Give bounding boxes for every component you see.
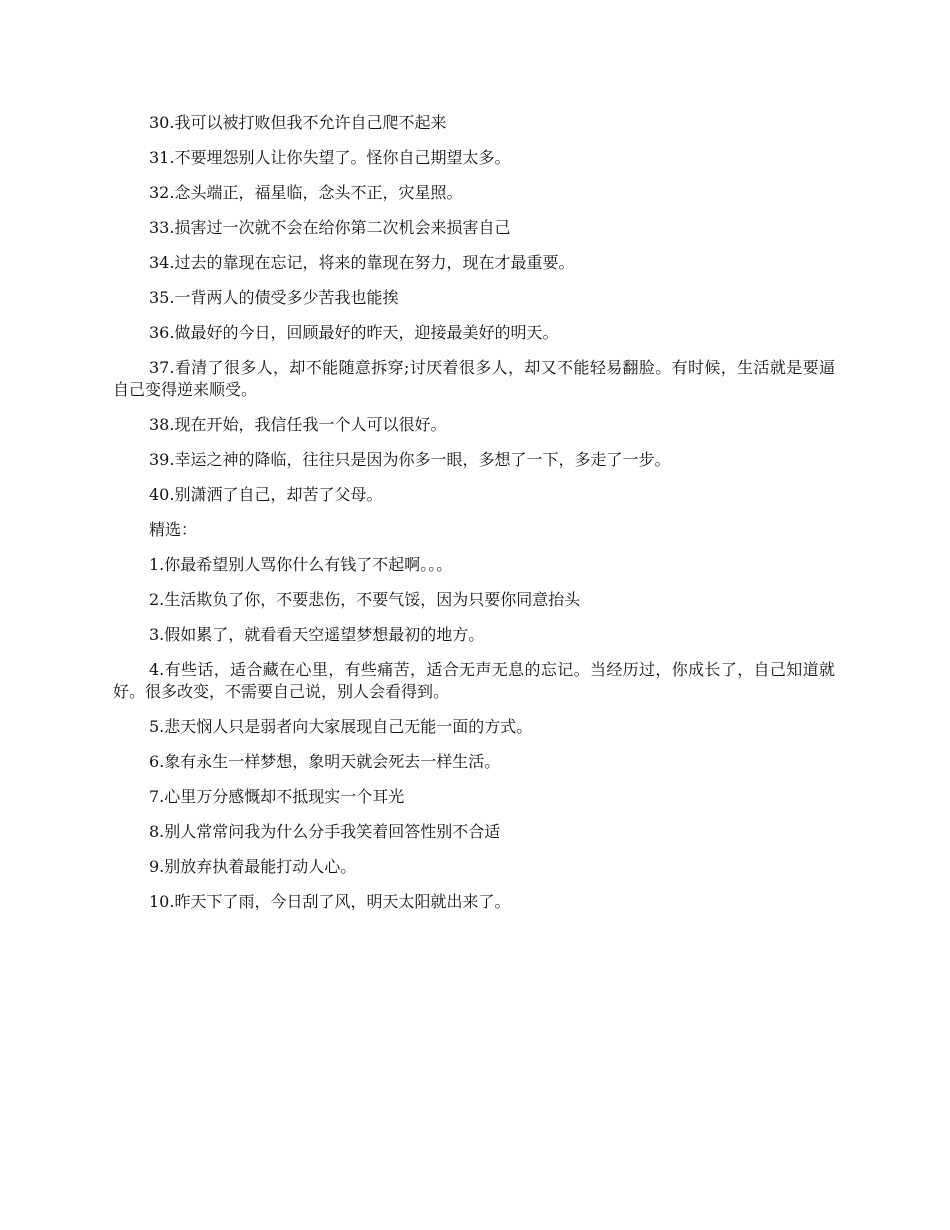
selected-item-5: 5.悲天悯人只是弱者向大家展现自己无能一面的方式。	[149, 717, 533, 736]
selected-item-3: 3.假如累了，就看看天空遥望梦想最初的地方。	[149, 625, 485, 644]
paragraph-38: 38.现在开始，我信任我一个人可以很好。	[149, 415, 447, 434]
paragraph-33: 33.损害过一次就不会在给你第二次机会来损害自己	[149, 218, 511, 237]
paragraph-32: 32.念头端正，福星临，念头不正，灾星照。	[149, 183, 463, 202]
section-heading-selected: 精选：	[149, 520, 198, 539]
selected-item-1: 1.你最希望别人骂你什么有钱了不起啊。。。	[149, 555, 453, 574]
selected-item-9: 9.别放弃执着最能打动人心。	[149, 857, 357, 876]
paragraph-34: 34.过去的靠现在忘记，将来的靠现在努力，现在才最重要。	[149, 253, 575, 272]
selected-item-7: 7.心里万分感慨却不抵现实一个耳光	[149, 787, 405, 806]
selected-item-6: 6.象有永生一样梦想，象明天就会死去一样生活。	[149, 752, 501, 771]
selected-item-2: 2.生活欺负了你，不要悲伤，不要气馁，因为只要你同意抬头	[149, 590, 581, 609]
paragraph-30: 30.我可以被打败但我不允许自己爬不起来	[149, 113, 447, 132]
selected-item-8: 8.别人常常问我为什么分手我笑着回答性别不合适	[149, 822, 501, 841]
paragraph-40: 40.别潇洒了自己，却苦了父母。	[149, 485, 383, 504]
document-body	[113, 112, 835, 926]
paragraph-35: 35.一背两人的债受多少苦我也能挨	[149, 288, 399, 307]
paragraph-36: 36.做最好的今日，回顾最好的昨天，迎接最美好的明天。	[149, 323, 559, 342]
paragraph-39: 39.幸运之神的降临，往往只是因为你多一眼，多想了一下，多走了一步。	[149, 450, 671, 469]
selected-item-4: 4.有些话，适合藏在心里，有些痛苦，适合无声无息的忘记。当经历过，你成长了，自己知道就好。很多改变，不需要自己说，别人会看得到。	[113, 660, 835, 701]
paragraph-31: 31.不要埋怨别人让你失望了。怪你自己期望太多。	[149, 148, 511, 167]
selected-item-10: 10.昨天下了雨，今日刮了风，明天太阳就出来了。	[149, 892, 511, 911]
paragraph-37: 37.看清了很多人，却不能随意拆穿;讨厌着很多人，却又不能轻易翻脸。有时候，生活就是要逼自己变得逆来顺受。	[113, 358, 835, 399]
